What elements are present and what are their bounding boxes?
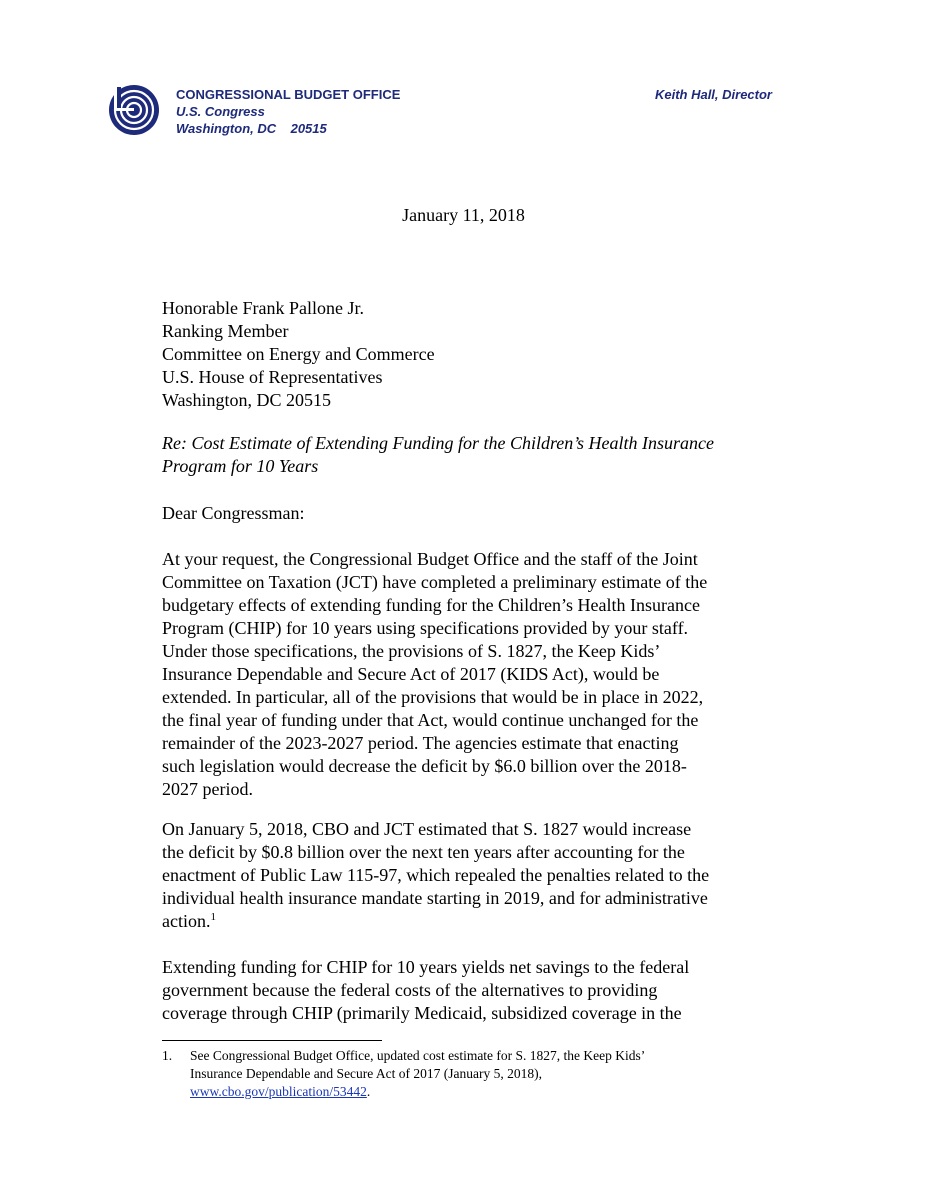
subject-line-text: Program for 10 Years <box>162 456 319 476</box>
footnote-link-suffix: . <box>366 1084 371 1099</box>
paragraph-3 <box>162 956 782 1025</box>
subject-line-text: Re: Cost Estimate of Extending Funding for the Children’s Health Insurance <box>162 433 714 453</box>
paragraph-line: the deficit by $0.8 billion over the next ten years after accounting for the <box>162 842 685 862</box>
footnote-link-line <box>190 1083 645 1101</box>
director-name: Keith Hall, Director <box>654 87 772 102</box>
paragraph-line: 2027 period. <box>162 779 253 799</box>
address-line: Washington, DC 20515 <box>162 390 332 410</box>
cbo-logo-icon <box>108 84 160 136</box>
footnote-line: Insurance Dependable and Secure Act of 2017 (January 5, 2018), <box>190 1066 543 1081</box>
address-line: Ranking Member <box>162 321 289 341</box>
paragraph-line: enactment of Public Law 115-97, which repealed the penalties related to the <box>162 865 710 885</box>
paragraph-line: extended. In particular, all of the provisions that would be in place in 2022, <box>162 687 704 707</box>
org-name: CONGRESSIONAL BUDGET OFFICE <box>176 87 401 102</box>
footnote-line: See Congressional Budget Office, updated cost estimate for S. 1827, the Keep Kids’ <box>190 1048 646 1063</box>
paragraph-line: At your request, the Congressional Budget Office and the staff of the Joint <box>162 549 698 569</box>
paragraph-line-text: action. <box>162 911 211 931</box>
paragraph-line: such legislation would decrease the deficit by $6.0 billion over the 2018- <box>162 756 687 776</box>
letterhead <box>108 80 788 150</box>
footnote-link[interactable]: www.cbo.gov/publication/53442 <box>190 1084 367 1099</box>
org-congress: U.S. Congress <box>176 104 265 119</box>
subject-line <box>162 432 782 478</box>
org-address: Washington, DC 20515 <box>176 121 327 136</box>
paragraph-line: Extending funding for CHIP for 10 years yields net savings to the federal <box>162 957 690 977</box>
footnote-text <box>190 1047 645 1101</box>
address-line: Committee on Energy and Commerce <box>162 344 435 364</box>
paragraph-line: Under those specifications, the provisions of S. 1827, the Keep Kids’ <box>162 641 661 661</box>
address-line: U.S. House of Representatives <box>162 367 383 387</box>
salutation: Dear Congressman: <box>162 503 305 523</box>
paragraph-line: Committee on Taxation (JCT) have completed a preliminary estimate of the <box>162 572 708 592</box>
paragraph-line <box>162 910 782 933</box>
footnote-number: 1. <box>162 1048 173 1063</box>
paragraph-line: government because the federal costs of the alternatives to providing <box>162 980 658 1000</box>
recipient-address <box>162 297 782 412</box>
paragraph-line: On January 5, 2018, CBO and JCT estimated that S. 1827 would increase <box>162 819 692 839</box>
paragraph-line: budgetary effects of extending funding for the Children’s Health Insurance <box>162 595 700 615</box>
paragraph-line: the final year of funding under that Act, would continue unchanged for the <box>162 710 699 730</box>
paragraph-1 <box>162 548 782 801</box>
footnote-divider <box>162 1040 382 1041</box>
address-line: Honorable Frank Pallone Jr. <box>162 298 364 318</box>
footnote-marker[interactable]: 1 <box>210 911 216 923</box>
paragraph-line: individual health insurance mandate starting in 2019, and for administrative <box>162 888 708 908</box>
paragraph-line: remainder of the 2023-2027 period. The agencies estimate that enacting <box>162 733 679 753</box>
paragraph-line: Program (CHIP) for 10 years using specifications provided by your staff. <box>162 618 689 638</box>
org-block <box>176 86 400 137</box>
paragraph-2 <box>162 818 782 933</box>
letter-date: January 11, 2018 <box>402 205 525 225</box>
paragraph-line: Insurance Dependable and Secure Act of 2017 (KIDS Act), would be <box>162 664 660 684</box>
paragraph-line: coverage through CHIP (primarily Medicaid, subsidized coverage in the <box>162 1003 682 1023</box>
